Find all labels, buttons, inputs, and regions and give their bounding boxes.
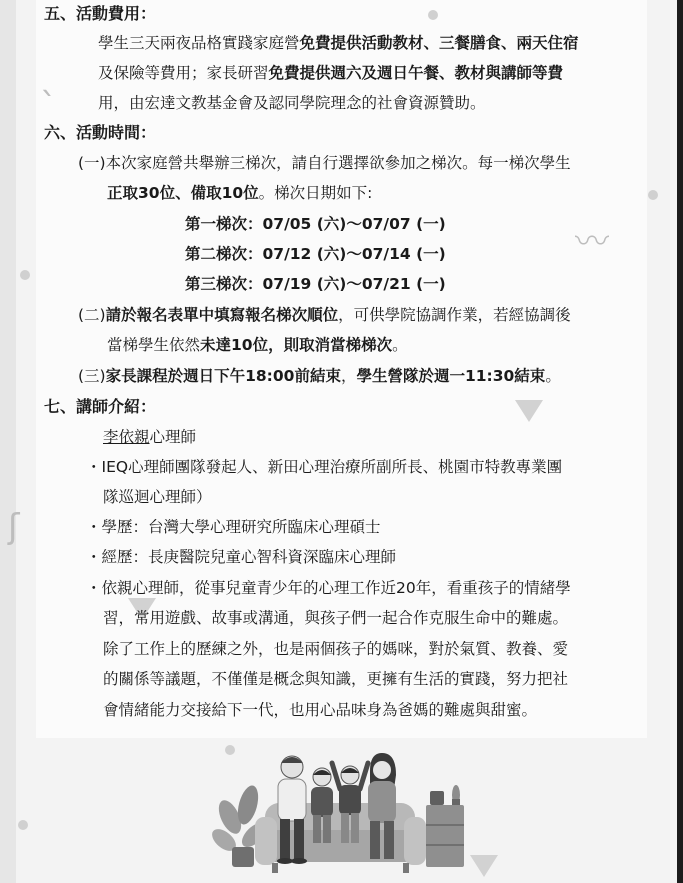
section-5-line-1 xyxy=(98,28,579,58)
decor-dot xyxy=(20,270,30,280)
section-6-title: 六、活動時間： xyxy=(44,123,157,142)
text-run: 未達10位，則取消當梯梯次 xyxy=(200,336,393,354)
scan-right-edge xyxy=(677,0,683,883)
section-6-item-2-line-2 xyxy=(107,330,408,360)
family-sofa-illustration xyxy=(210,745,480,883)
bio-bullet-4-line-5: 會情緒能力交接給下一代，也用心品味身為爸媽的難處與甜蜜。 xyxy=(103,701,538,719)
decor-dot xyxy=(18,820,28,830)
text-run: 及保險等費用；家長研習 xyxy=(98,64,269,82)
decor-dot xyxy=(648,190,658,200)
session-1-dates: 第一梯次：07/05 (六)～07/07 (一) xyxy=(185,215,446,233)
bio-bullet-4-line-4: 的關係等議題，不僅僅是概念與知識，更擁有生活的實踐，努力把社 xyxy=(103,670,569,688)
text-run: 。 xyxy=(545,367,561,385)
bio-bullet-education: ・學歷：台灣大學心理研究所臨床心理碩士 xyxy=(86,518,381,536)
page-left-margin xyxy=(0,0,16,883)
section-5-line-3: 用，由宏達文教基金會及認同學院理念的社會資源贊助。 xyxy=(98,94,486,112)
text-run: 免費提供週六及週日午餐、教材與講師等費 xyxy=(268,64,564,82)
decor-triangle xyxy=(515,400,543,422)
bio-bullet-experience: ・經歷：長庚醫院兒童心智科資深臨床心理師 xyxy=(86,548,397,566)
bio-bullet-4-line-2: 習，常用遊戲、故事或溝通，與孩子們一起合作克服生命中的難處。 xyxy=(103,609,569,627)
lecturer-name-line xyxy=(103,422,196,452)
side-cabinet-icon xyxy=(426,785,464,867)
section-6-item-2-line-1 xyxy=(78,300,571,330)
text-run: 學生三天兩夜品格實踐家庭營 xyxy=(98,34,300,52)
section-7-title: 七、講師介紹： xyxy=(44,397,157,416)
text-run: 家長課程於週日下午18:00前結束 xyxy=(105,367,341,385)
text-run: 。梯次日期如下: xyxy=(258,184,373,202)
text-run: 免費提供活動教材、三餐膳食、兩天住宿 xyxy=(299,34,579,52)
decor-dot xyxy=(428,10,438,20)
session-2-dates: 第二梯次：07/12 (六)～07/14 (一) xyxy=(185,245,446,263)
text-run: (二) xyxy=(78,306,106,324)
section-5-line-2 xyxy=(98,58,563,88)
decor-squiggle: ʃ xyxy=(8,507,20,547)
text-run: 當梯學生依然 xyxy=(107,336,201,354)
text-run: 正取30位、備取10位 xyxy=(107,184,259,202)
text-run: 。 xyxy=(392,336,408,354)
section-6-item-3 xyxy=(78,361,561,391)
decor-squiggle: ˎ xyxy=(40,57,57,97)
bio-bullet-4-line-1: ・依親心理師，從事兒童青少年的心理工作近20年，看重孩子的情緒學 xyxy=(86,579,571,597)
decor-squiggle: 〰 xyxy=(575,222,609,262)
text-run: 請於報名表單中填寫報名梯次順位 xyxy=(105,306,339,324)
bio-bullet-4-line-3: 除了工作上的歷練之外，也是兩個孩子的媽咪，對於氣質、教養、愛 xyxy=(103,640,569,658)
session-3-dates: 第三梯次：07/19 (六)～07/21 (一) xyxy=(185,275,446,293)
section-6-item-1-line-2 xyxy=(107,178,372,208)
text-run: (三) xyxy=(78,367,106,385)
bio-bullet-1-line-1: ・IEQ心理師團隊發起人、新田心理治療所副所長、桃園市特教專業團 xyxy=(86,458,563,476)
bio-bullet-1-line-2: 隊巡迴心理師） xyxy=(103,488,212,506)
lecturer-role: 心理師 xyxy=(149,428,197,446)
text-run: ， xyxy=(340,367,357,385)
section-6-item-1-line-1: (一)本次家庭營共舉辦三梯次，請自行選擇欲參加之梯次。每一梯次學生 xyxy=(78,154,571,172)
text-run: 學生營隊於週一11:30結束 xyxy=(356,367,546,385)
section-5-title: 五、活動費用： xyxy=(44,4,157,23)
text-run: ，可供學院協調作業，若經協調後 xyxy=(338,306,571,324)
lecturer-name: 李依親 xyxy=(103,428,150,446)
